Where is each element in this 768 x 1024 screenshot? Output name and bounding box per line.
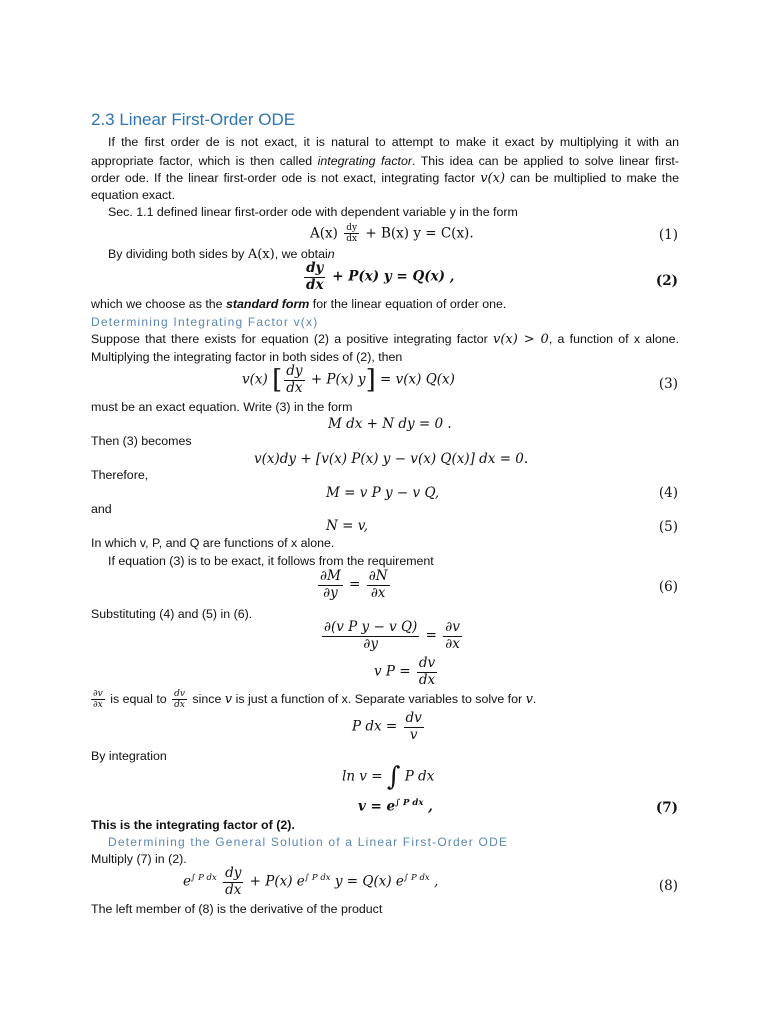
text-span: which we choose as the [91,297,226,311]
fraction [404,711,424,743]
fraction-numerator: dy [225,865,242,881]
paragraph-line [91,332,679,347]
equals-sign: = [349,576,361,593]
fraction-denominator: dx [306,276,324,293]
eq-part: P dx [404,768,435,785]
fraction-denominator: ∂x [370,584,386,601]
fraction-numerator: dv [405,710,422,726]
eq-part: + P(x) e [249,873,305,890]
equation-number: (7) [655,800,678,816]
exponent: ∫ P dx [191,873,217,884]
eq-part: e [183,873,191,890]
fraction-denominator: ∂y [323,584,338,601]
subsection-heading: Determining Integrating Factor v(x) [91,315,319,329]
paragraph-line: and [91,502,112,516]
equals-sign: = [425,627,437,644]
text-span: since [188,692,225,707]
eq-part: y = Q(x) e [330,873,404,890]
text-span: . [532,692,537,707]
fraction-numerator: dv [174,689,185,699]
fraction [344,223,359,245]
equation-number: (2) [655,273,678,289]
inline-math: v [525,692,533,708]
fraction [172,689,187,711]
fraction [91,689,105,711]
equation-vp [374,656,439,688]
fraction-numerator: ∂(v P y − v Q) [324,619,418,635]
fraction-denominator: ∂y [363,635,378,652]
equation-8 [183,866,438,898]
paragraph-line: Then (3) becomes [91,434,192,448]
eq-part: , [423,798,433,815]
inline-math: v(x) > 0 [492,332,549,347]
inline-math: v(x) [480,171,506,186]
equation-5: N = v, [326,518,369,534]
equation-4: M = v P y − v Q, [326,485,440,501]
fraction [322,620,419,652]
text-span: appropriate factor, which is then called [91,154,318,168]
inline-math: v [224,692,233,708]
fraction-denominator: v [409,726,418,743]
fraction [443,620,462,652]
fraction-numerator: ∂N [368,568,388,584]
exponent: ∫ P dx [403,873,430,884]
paragraph-line [91,154,679,168]
fraction-numerator: ∂v [445,619,460,635]
paragraph-line [91,297,506,311]
fraction-denominator: ∂x [445,635,460,652]
eq-part: + B(x) y = C(x). [365,225,474,242]
eq-part: + P(x) y [310,371,366,388]
eq-part: ln v = [342,768,383,785]
equation-1 [310,223,474,245]
fraction-denominator: dx [286,379,303,396]
paragraph-line [108,247,335,262]
text-span: . [291,818,295,832]
fraction-numerator: ∂v [93,689,103,699]
text-span: (2) [276,818,292,832]
equation-6 [316,569,392,601]
equation-3 [242,364,455,396]
fraction-numerator: dv [418,655,436,671]
fraction [304,261,326,293]
paragraph-line [108,135,679,149]
bracket-right: ] [365,365,376,396]
equation-ln [342,762,434,792]
fraction-numerator: ∂M [320,568,341,584]
eq-part: v = e [358,798,396,815]
eq-part: P dx = [352,718,398,735]
equation-substitution [320,620,464,652]
text-span: is just a function of x. Separate variables to solve for [232,692,526,707]
paragraph-line [89,689,536,711]
eq-part: v P = [374,663,411,680]
eq-part: v(x) [242,371,268,388]
bracket-left: [ [272,365,283,396]
text-span: is equal to [106,692,171,707]
paragraph-line: Therefore, [91,468,149,482]
exponent: ∫ P dx [395,798,424,808]
equation-number: (6) [658,579,678,595]
text-span: order ode. If the linear first-order ode is not exact, integrating factor [91,171,481,185]
fraction-numerator: dy [346,223,358,233]
paragraph-line: In which v, P, and Q are functions of x alone. [91,536,335,550]
text-span: , we obtai [274,247,328,261]
exponent: ∫ P dx [304,873,331,884]
eq-part: + P(x) y = Q(x) , [332,268,455,285]
integral-sign: ∫ [386,762,401,792]
equation-becomes: v(x)dy + [v(x) P(x) y − v(x) Q(x)] dx = 0. [254,451,529,467]
text-span: for the linear equation of order one. [309,297,507,311]
equation-number: (1) [658,227,678,243]
equation-separation [352,711,426,743]
section-heading: 2.3 Linear First-Order ODE [91,110,296,129]
equation-number: (3) [658,376,678,392]
paragraph-line: Multiply (7) in (2). [91,852,187,866]
text-span: Suppose that there exists for equation (2) a positive integrating factor [91,332,493,346]
fraction-numerator: dy [286,363,303,379]
text-span: , a function of x alone. [548,332,680,346]
paragraph-line: The left member of (8) is the derivative of the product [91,902,383,916]
equation-7 [358,798,433,815]
equation-mn: M dx + N dy = 0 . [328,416,452,432]
emphasis-text: integrating factor [317,154,412,168]
fraction-denominator: dx [346,234,358,245]
paragraph-line [91,818,295,832]
fraction [284,364,304,396]
paragraph-line: Sec. 1.1 defined linear first-order ode with dependent variable y in the form [108,205,518,219]
text-span: If the first order de is not exact, it is natural to attempt to make it exact by multiplying it with an [108,135,679,149]
text-span: This is the integrating factor of [91,818,277,832]
emphasis-text: standard form [226,297,310,311]
eq-part: , [429,873,439,890]
paragraph-line: Substituting (4) and (5) in (6). [91,607,253,621]
paragraph-line [91,171,679,186]
fraction-denominator: dx [225,881,242,898]
fraction-numerator: dy [306,260,324,276]
text-span: n [327,247,335,261]
paragraph-line: equation exact. [91,188,176,202]
text-span: can be multiplied to make the [505,171,679,185]
fraction [367,569,390,601]
paragraph-line: must be an exact equation. Write (3) in the form [91,400,353,414]
equation-number: (4) [658,485,678,501]
eq-part: A(x) [310,225,338,242]
inline-math: A(x) [247,247,275,262]
fraction-denominator: dx [174,700,185,711]
paragraph-line: Multiplying the integrating factor in both sides of (2), then [91,350,403,364]
fraction-denominator: ∂x [93,700,103,711]
eq-part: = v(x) Q(x) [380,371,455,388]
paragraph-line: If equation (3) is to be exact, it follows from the requirement [108,554,434,568]
paragraph-line: By integration [91,749,167,763]
equation-number: (5) [658,519,678,535]
fraction [417,656,437,688]
fraction [318,569,343,601]
equation-number: (8) [658,878,678,894]
fraction-denominator: dx [418,671,436,688]
equation-2 [302,261,454,293]
text-span: By dividing both sides by [108,247,248,261]
subsection-heading: Determining the General Solution of a Linear First-Order ODE [108,835,509,849]
text-span: . This idea can be applied to solve linear first- [411,154,679,168]
fraction [223,866,243,898]
